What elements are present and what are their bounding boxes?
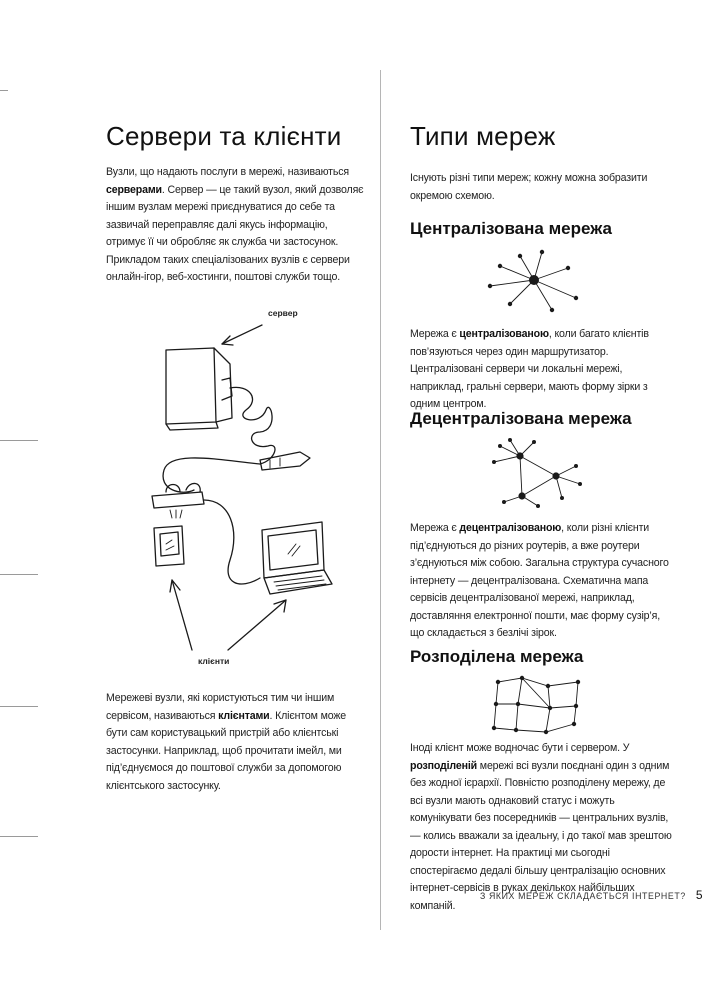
distributed-paragraph: Іноді клієнт може водночас бути і сервером. У розподіленій мережі всі вузли поєднані один з одним без жодної ієрархії. Повністю розподілену мережу, де всі вузли мають однаковий статус і можуть комунікувати без посередників — центральних вузлів, — колись вважали за ідеальну, і до такої мав зрештою дорости інтернет. На практиці ми сьогодні спостерігаємо дедалі більшу централізацію основних інтернет-сервісів в руках декількох найбільших компаній. [410,742,672,912]
arrow-to-handheld [172,580,192,650]
page-footer [480,888,704,902]
term-servers: серверами [106,183,162,196]
decentralized-network-diagram [480,436,590,510]
hub [152,492,204,508]
heading-decentralized: Децентралізована мережа [410,409,632,428]
margin-tick [0,706,38,707]
servers-intro-paragraph: Вузли, що надають послуги в мережі, називаються серверами. Сервер — це такий вузол, який дозволяє іншим вузлам мережі приєднуватися до себе та зазвичай переправляє далі якусь інформацію, отримує її чи обробляє як служба чи застосунок. Прикладом таких спеціалізованих вузлів є сервери онлайн-ігор, веб-хостинги, поштові служби тощо. [106,166,364,283]
centralized-paragraph: Мережа є централізованою, коли багато клієнтів пов’язуються через один маршрутизатор. Централізовані сервери чи локальні мережі, наприклад, гральні сервери, мають форму зірки з одним центром. [410,328,649,410]
decentralized-paragraph: Мережа є децентралізованою, коли різні клієнти під’єднуються до різних роутерів, а вже роутери з’єднуються між собою. Загальна структура сучасного інтернету — децентралізована. Схематична мапа сервісів децентралізованої мережі, наприклад, доставляння електронної пошти, має форму сузір’я, що складається з безлічі зірок. [410,522,669,639]
term-decentralized: децентралізованою [459,522,562,534]
term-distributed: розподіленій [410,759,478,772]
page-divider [380,70,381,930]
handheld-device [154,526,184,566]
network-types-intro: Існують різні типи мереж; кожну можна зобразити окремою схемою. [410,172,648,202]
section-title-network-types: Типи мереж [410,121,556,151]
section-title-servers: Сервери та клієнти [106,121,342,151]
margin-tick [0,836,38,837]
distributed-network-diagram [488,674,588,736]
term-clients: клієнтами [218,709,270,722]
margin-tick [0,440,38,441]
heading-centralized: Централізована мережа [410,219,612,238]
label-server: сервер [268,308,298,318]
heading-distributed: Розподілена мережа [410,647,584,666]
term-centralized: централізованою [459,328,549,340]
running-title: З ЯКИХ МЕРЕЖ СКЛАДАЄТЬСЯ ІНТЕРНЕТ? [480,891,686,901]
label-clients: клієнти [198,656,230,666]
centralized-network-diagram [480,246,590,318]
clients-paragraph: Мережеві вузли, які користуються тим чи іншим сервісом, називаються клієнтами. Клієнтом може бути сам користувацький пристрій або клієнтські застосунки. Наприклад, щоб прочитати імейл, ми під’єднуємося до поштової служби за допомогою клієнтського застосунку. [106,692,347,792]
client-server-illustration [110,300,370,670]
page-number: 5 [695,888,704,902]
left-column [106,120,368,152]
margin-tick [0,574,38,575]
arrow-to-laptop [228,600,286,650]
margin-tick [0,90,8,91]
arrow-to-server [222,325,262,344]
right-column [410,120,672,152]
server-front [166,348,216,424]
